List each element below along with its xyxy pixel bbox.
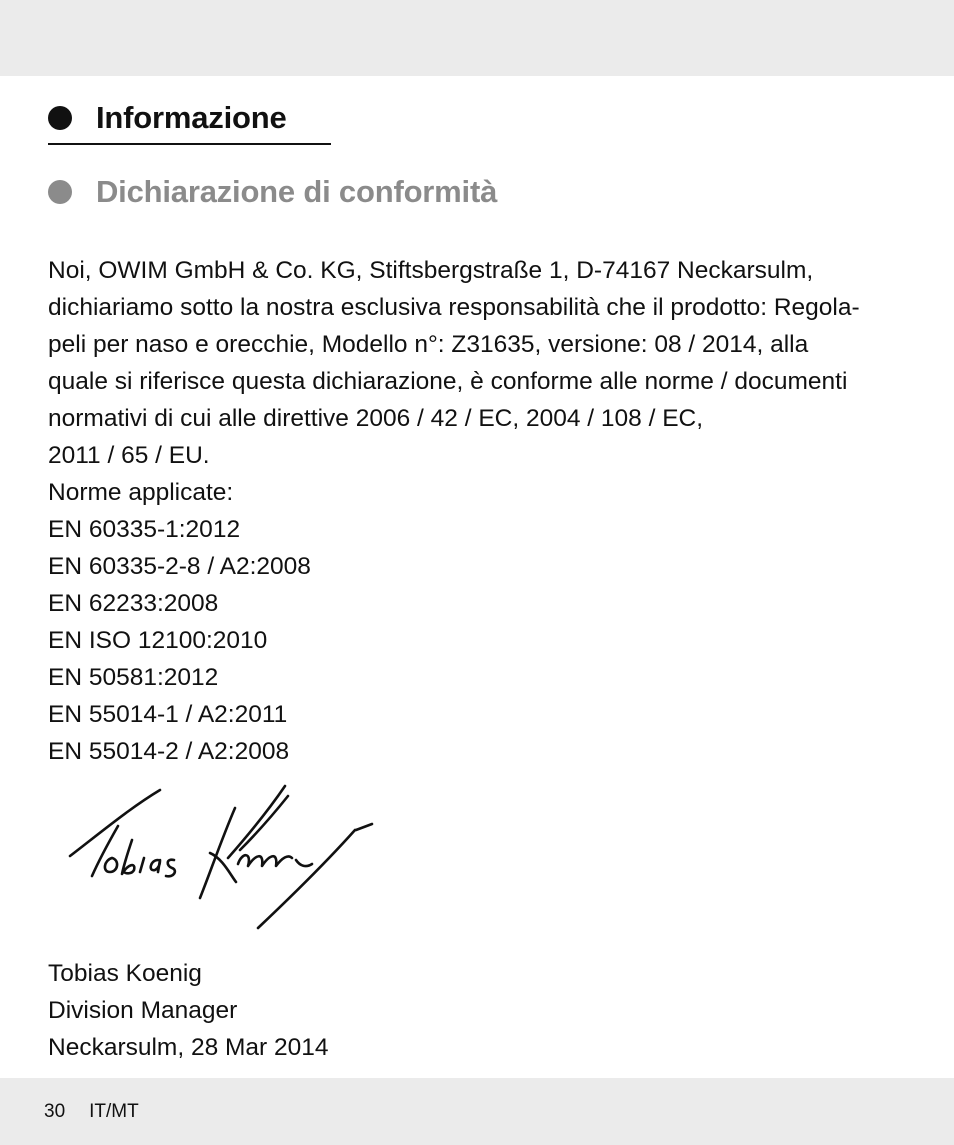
signature-stroke [356, 824, 372, 830]
standard-item: EN 60335-2-8 / A2:2008 [48, 553, 311, 580]
signature-stroke [151, 860, 160, 872]
signature-stroke [70, 790, 160, 856]
top-band [0, 0, 954, 76]
declaration-line: dichiariamo sotto la nostra esclusiva responsabilità che il prodotto: Regola- [48, 294, 860, 321]
section-heading-dichiarazione[interactable] [48, 174, 497, 210]
signatory-block [48, 955, 329, 1066]
signature-stroke [210, 853, 236, 882]
declaration-line: normativi di cui alle direttive 2006 / 42 / EC, 2004 / 108 / EC, [48, 405, 704, 432]
page-footer [44, 1101, 139, 1123]
declaration-body [48, 252, 918, 770]
signature-stroke [258, 830, 355, 928]
section-heading-informazione[interactable] [48, 100, 287, 136]
signature-stroke [200, 808, 235, 898]
signature-stroke [238, 855, 292, 866]
signatory-name: Tobias Koenig [48, 960, 202, 987]
bullet-icon [48, 180, 72, 204]
standard-item: EN 60335-1:2012 [48, 516, 241, 543]
standards-label: Norme applicate: [48, 479, 234, 506]
signature-image [60, 778, 380, 938]
signature-stroke [122, 840, 134, 874]
declaration-line: peli per naso e orecchie, Modello n°: Z31635, versione: 08 / 2014, alla [48, 331, 809, 358]
heading-underline [48, 143, 331, 145]
declaration-line: Noi, OWIM GmbH & Co. KG, Stiftsbergstraße 1, D-74167 Neckarsulm, [48, 257, 814, 284]
standard-item: EN 55014-1 / A2:2011 [48, 701, 288, 728]
bullet-icon [48, 106, 72, 130]
signatory-title: Division Manager [48, 997, 238, 1024]
signature-stroke [140, 858, 144, 872]
standard-item: EN 50581:2012 [48, 664, 219, 691]
section-heading-label: Dichiarazione di conformità [96, 174, 498, 209]
page-number: 30 [44, 1101, 66, 1122]
declaration-line: 2011 / 65 / EU. [48, 442, 210, 469]
signature-stroke [105, 858, 117, 872]
locale-code: IT/MT [89, 1101, 139, 1122]
standard-item: EN ISO 12100:2010 [48, 627, 268, 654]
signature-stroke [166, 860, 175, 877]
signature-stroke [240, 796, 288, 850]
standard-item: EN 55014-2 / A2:2008 [48, 738, 290, 765]
section-heading-label: Informazione [96, 100, 287, 135]
signature-stroke [228, 786, 285, 858]
standard-item: EN 62233:2008 [48, 590, 219, 617]
signature-stroke [296, 860, 312, 866]
declaration-line: quale si riferisce questa dichiarazione, è conforme alle norme / documenti [48, 368, 848, 395]
bottom-band [0, 1078, 954, 1145]
signatory-place-date: Neckarsulm, 28 Mar 2014 [48, 1034, 329, 1061]
